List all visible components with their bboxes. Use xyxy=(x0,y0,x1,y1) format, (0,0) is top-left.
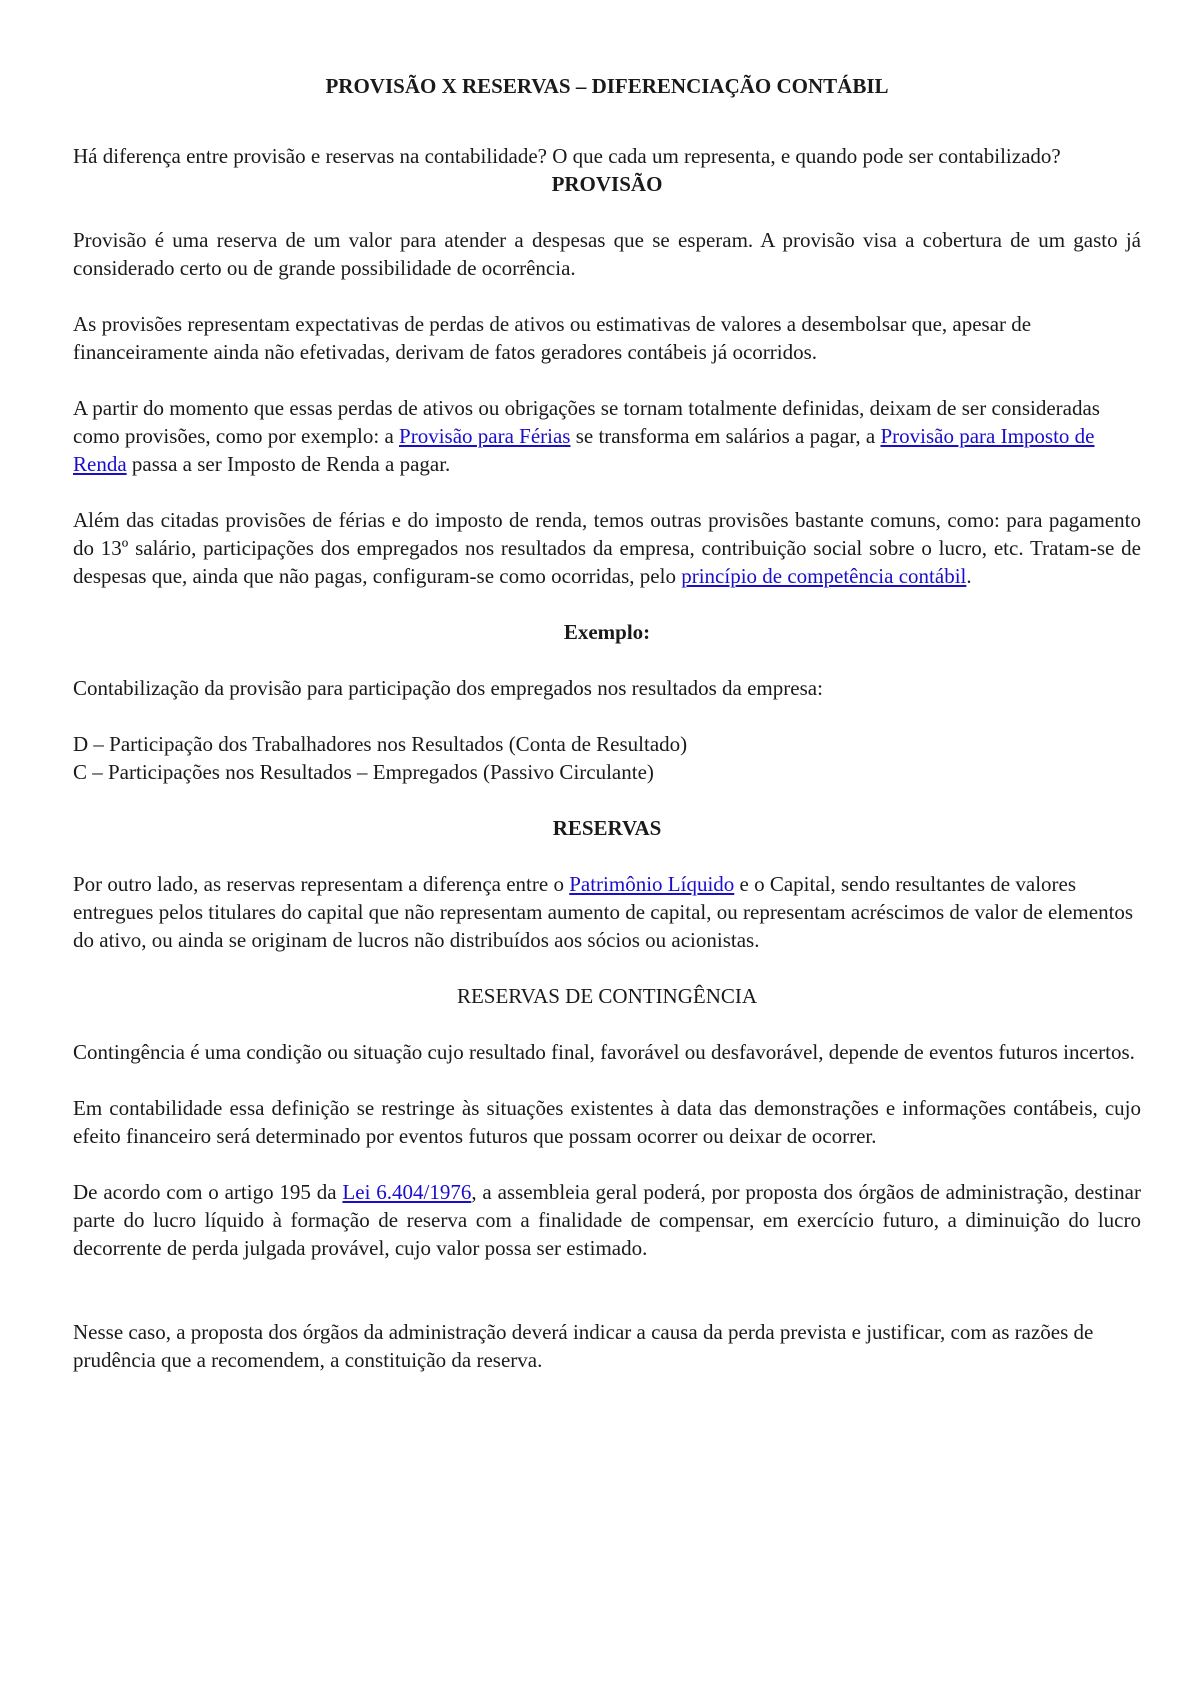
entry-debit: D – Participação dos Trabalhadores nos Resultados (Conta de Resultado) xyxy=(73,732,688,756)
reservas-paragraph-2: Contingência é uma condição ou situação cujo resultado final, favorável ou desfavorável, depende de eventos futuros incertos. xyxy=(73,1040,1135,1064)
reservas-p1-text-2: e o Capital, sendo resultantes de valores entregues pelos titulares do capital que não representam aumento de capital, ou representam acréscimos de valor de elementos do ativo, ou ainda se originam de lucros não distribuídos aos sócios ou acionistas. xyxy=(73,872,1134,952)
example-heading: Exemplo: xyxy=(563,620,651,644)
provisao-p3-text-3: passa a ser Imposto de Renda a pagar. xyxy=(126,452,451,476)
reservas-paragraph-3: Em contabilidade essa definição se restringe às situações existentes à data das demonstrações e informações contábeis, cujo efeito financeiro será determinado por eventos futuros que possam ocorrer ou deixar de ocorrer. xyxy=(73,1096,1141,1148)
reservas-paragraph-1 xyxy=(73,870,1141,954)
link-lei-6404[interactable]: Lei 6.404/1976 xyxy=(342,1180,472,1204)
provisao-paragraph-4 xyxy=(73,506,1141,590)
link-principio-competencia[interactable]: princípio de competência contábil xyxy=(681,564,967,588)
provisao-paragraph-3 xyxy=(73,394,1141,478)
intro-paragraph: Há diferença entre provisão e reservas na contabilidade? O que cada um representa, e quando pode ser contabilizado? xyxy=(73,144,1061,168)
reservas-p1-text-1: Por outro lado, as reservas representam a diferença entre o xyxy=(73,872,570,896)
document-page xyxy=(73,72,1141,1402)
provisao-p3-text-1: A partir do momento que essas perdas de ativos ou obrigações se tornam totalmente definidas, deixam de ser consideradas como provisões, como por exemplo: a xyxy=(73,396,1100,448)
provisao-p3-text-2: se transforma em salários a pagar, a xyxy=(570,424,881,448)
link-provisao-ferias[interactable]: Provisão para Férias xyxy=(399,424,571,448)
provisao-p4-text-1: Além das citadas provisões de férias e do imposto de renda, temos outras provisões bastante comuns, como: para pagamento do 13º salário, participações dos empregados nos resultados da empresa, contribuição social sobre o lucro, etc. Tratam-se de despesas que, ainda que não pagas, configuram-se como ocorridas, pelo xyxy=(73,508,1141,588)
link-patrimonio-liquido[interactable]: Patrimônio Líquido xyxy=(569,872,735,896)
example-text: Contabilização da provisão para participação dos empregados nos resultados da empresa: xyxy=(73,676,823,700)
reservas-p4-text-2: , a assembleia geral poderá, por proposta dos órgãos de administração, destinar parte do lucro líquido à formação de reserva com a finalidade de compensar, em exercício futuro, a diminuição do lucro decorrente de perda julgada provável, cujo valor possa ser estimado. xyxy=(73,1180,1141,1260)
document-title: PROVISÃO X RESERVAS – DIFERENCIAÇÃO CONTÁBIL xyxy=(325,74,889,98)
provisao-heading: PROVISÃO xyxy=(551,172,663,196)
reservas-paragraph-4 xyxy=(73,1178,1141,1262)
reservas-paragraph-5: Nesse caso, a proposta dos órgãos da administração deverá indicar a causa da perda prevista e justificar, com as razões de prudência que a recomendem, a constituição da reserva. xyxy=(73,1320,1094,1372)
provisao-p4-text-2: . xyxy=(966,564,972,588)
reservas-contingencia-heading: RESERVAS DE CONTINGÊNCIA xyxy=(456,984,758,1008)
link-provisao-imposto-renda[interactable]: Provisão para Imposto de Renda xyxy=(73,424,1095,476)
provisao-paragraph-2: As provisões representam expectativas de perdas de ativos ou estimativas de valores a desembolsar que, apesar de financeiramente ainda não efetivadas, derivam de fatos geradores contábeis já ocorridos. xyxy=(73,312,1032,364)
reservas-p4-text-1: De acordo com o artigo 195 da xyxy=(73,1180,343,1204)
reservas-heading: RESERVAS xyxy=(552,816,662,840)
provisao-paragraph-1: Provisão é uma reserva de um valor para atender a despesas que se esperam. A provisão visa a cobertura de um gasto já considerado certo ou de grande possibilidade de ocorrência. xyxy=(73,228,1141,280)
entry-credit: C – Participações nos Resultados – Empregados (Passivo Circulante) xyxy=(73,760,654,784)
